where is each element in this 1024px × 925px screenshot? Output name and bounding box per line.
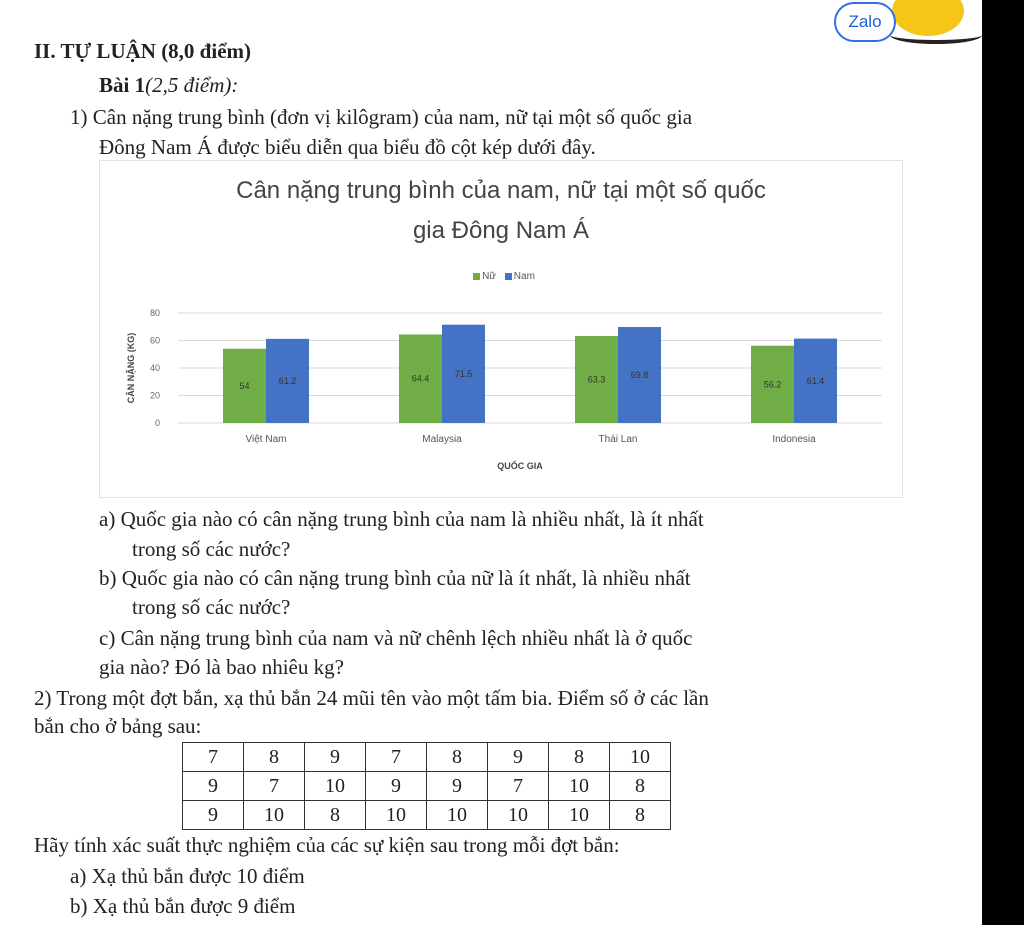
question-b-line2: trong số các nước? <box>132 595 291 619</box>
table-cell: 9 <box>488 743 549 772</box>
table-cell: 8 <box>610 801 671 830</box>
table-cell: 10 <box>244 801 305 830</box>
table-cell: 10 <box>427 801 488 830</box>
x-tick-label: Việt Nam <box>245 434 287 445</box>
y-tick-label: 60 <box>149 335 160 346</box>
table-cell: 9 <box>305 743 366 772</box>
task-a: a) Xạ thủ bắn được 10 điểm <box>70 864 305 888</box>
table-cell: 10 <box>488 801 549 830</box>
table-cell: 7 <box>488 772 549 801</box>
table-cell: 10 <box>549 801 610 830</box>
part2-line2: bắn cho ở bảng sau: <box>34 714 202 738</box>
problem-heading <box>99 72 238 98</box>
section-title: II. TỰ LUẬN (8,0 điểm) <box>34 39 252 63</box>
question-c-line2: gia nào? Đó là bao nhiêu kg? <box>99 655 344 679</box>
table-cell: 7 <box>244 772 305 801</box>
y-tick-label: 0 <box>154 418 160 428</box>
right-dark-band <box>982 0 1024 925</box>
table-cell: 8 <box>244 743 305 772</box>
part1-line1: 1) Cân nặng trung bình (đơn vị kilôgram) của nam, nữ tại một số quốc gia <box>70 105 693 129</box>
table-cell: 7 <box>366 743 427 772</box>
table-cell: 8 <box>610 772 671 801</box>
table-cell: 8 <box>305 801 366 830</box>
table-cell: 9 <box>427 772 488 801</box>
y-tick-label: 80 <box>149 308 160 318</box>
x-tick-label: Malaysia <box>422 434 462 445</box>
task-text: Hãy tính xác suất thực nghiệm của các sự kiện sau trong mỗi đợt bắn: <box>34 833 620 857</box>
table-row <box>183 772 671 801</box>
legend-label-nu: Nữ <box>482 271 496 282</box>
table-cell: 8 <box>427 743 488 772</box>
data-label: 54 <box>239 380 250 391</box>
question-b-line1: b) Quốc gia nào có cân nặng trung bình của nữ là ít nhất, là nhiều nhất <box>99 566 691 590</box>
data-label: 61.2 <box>278 375 297 386</box>
table-cell: 10 <box>549 772 610 801</box>
table-cell: 10 <box>305 772 366 801</box>
table-row <box>183 801 671 830</box>
zalo-logo <box>832 0 982 48</box>
data-label: 64.4 <box>411 373 430 384</box>
problem-points: (2,5 điểm): <box>145 73 239 97</box>
bar-chart <box>99 160 903 498</box>
legend-label-nam: Nam <box>513 271 535 282</box>
table-cell: 9 <box>183 772 244 801</box>
x-tick-label: Indonesia <box>772 434 816 445</box>
table-cell: 10 <box>366 801 427 830</box>
chart-title-line2: gia Đông Nam Á <box>412 217 590 244</box>
swoosh-decoration <box>890 26 982 44</box>
data-label: 56.2 <box>763 379 782 390</box>
table-row <box>183 743 671 772</box>
table-cell: 7 <box>183 743 244 772</box>
table-cell: 8 <box>549 743 610 772</box>
part1-line2: Đông Nam Á được biểu diễn qua biểu đồ cột kép dưới đây. <box>99 135 596 159</box>
question-a-line1: a) Quốc gia nào có cân nặng trung bình của nam là nhiều nhất, là ít nhất <box>99 507 704 531</box>
chart-title-line1: Cân nặng trung bình của nam, nữ tại một số quốc <box>236 177 766 204</box>
zalo-badge: Zalo <box>834 2 896 42</box>
x-axis-label: QUỐC GIA <box>497 461 543 471</box>
data-label: 63.3 <box>587 374 606 385</box>
data-label: 69.8 <box>630 370 649 381</box>
x-tick-label: Thái Lan <box>598 434 638 445</box>
part2-line1: 2) Trong một đợt bắn, xạ thủ bắn 24 mũi tên vào một tấm bia. Điểm số ở các lần <box>34 686 709 710</box>
y-tick-label: 40 <box>149 363 160 373</box>
question-a-line2: trong số các nước? <box>132 537 291 561</box>
chart-plot <box>100 161 902 497</box>
table-cell: 9 <box>183 801 244 830</box>
y-axis-label: CÂN NẶNG (KG) <box>126 332 136 404</box>
table-cell: 10 <box>610 743 671 772</box>
score-table <box>182 742 671 830</box>
task-b: b) Xạ thủ bắn được 9 điểm <box>70 894 296 918</box>
problem-label: Bài 1 <box>99 73 146 97</box>
data-label: 71.5 <box>454 368 473 379</box>
question-c-line1: c) Cân nặng trung bình của nam và nữ chênh lệch nhiều nhất là ở quốc <box>99 626 693 650</box>
y-tick-label: 20 <box>149 390 160 401</box>
table-cell: 9 <box>366 772 427 801</box>
data-label: 61.4 <box>806 375 825 386</box>
